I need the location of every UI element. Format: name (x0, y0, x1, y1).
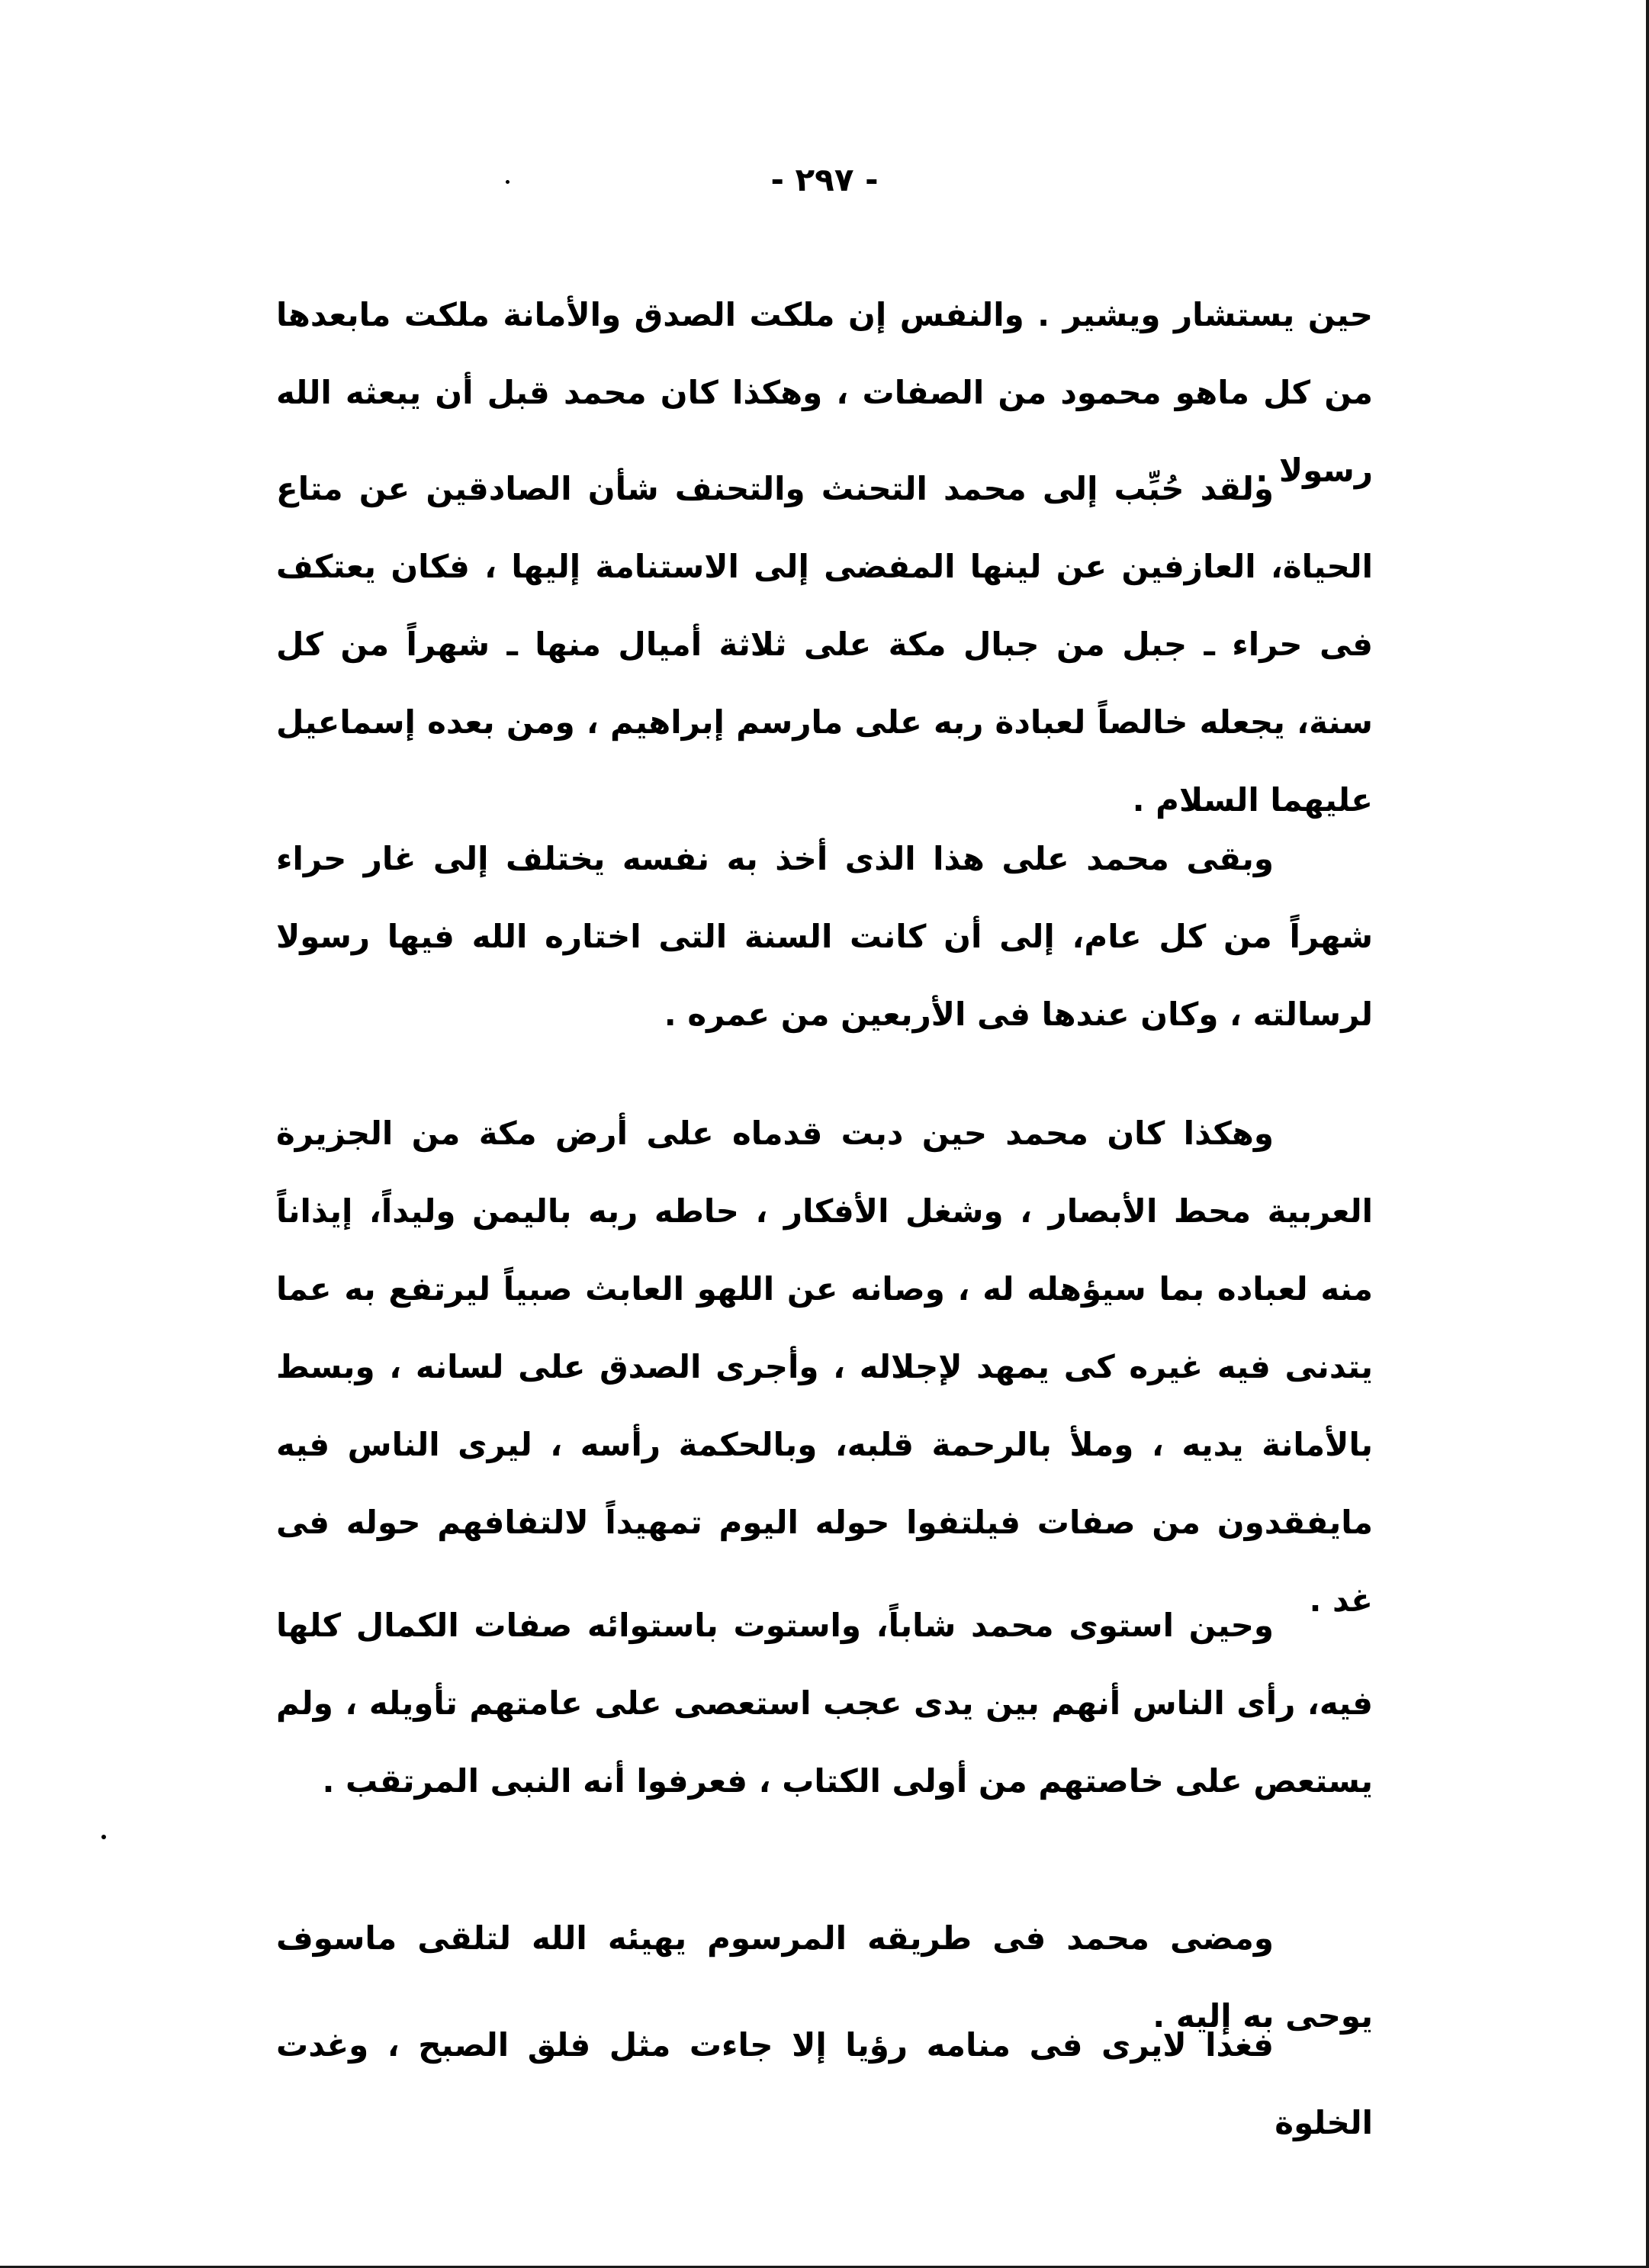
scan-border-right (1646, 0, 1649, 2268)
paragraph: ولقد حُبِّب إلى محمد التحنث والتحنف شأن الصادقين عن متاع الحياة، العازفين عن لينها المفضى إلى الاستنامة إليها ، فكان يعتكف فى حراء ـ جبل من جبال مكة على ثلاثة أميال منها ـ شهراً من كل سنة، يجعله خالصاً لعبادة ربه على مارسم إبراهيم ، ومن بعده إسماعيل عليهما السلام . (276, 470, 1373, 819)
paragraph: وهكذا كان محمد حين دبت قدماه على أرض مكة من الجزيرة العربية محط الأبصار ، وشغل الأفكار ، حاطه ربه باليمن وليداً، إيذاناً منه لعباده بما سيؤهله له ، وصانه عن اللهو العابث صبياً ليرتفع به عما يتدنى فيه غيره كى يمهد لإجلاله ، وأجرى الصدق على لسانه ، وبسط بالأمانة يديه ، وملأ بالرحمة قلبه، وبالحكمة رأسه ، ليرى الناس فيه مايفقدون من صفات فيلتفوا حوله اليوم تمهيداً لالتفافهم حوله فى غد . (276, 1115, 1373, 1619)
page-number: - ٢٩٧ - (770, 161, 879, 198)
paragraph: ومضى محمد فى طريقه المرسوم يهيئه الله لتلقى ماسوف يوحى به إليه . (276, 1919, 1373, 2035)
paragraph: وبقى محمد على هذا الذى أخذ به نفسه يختلف إلى غار حراء شهراً من كل عام، إلى أن كانت السنة التى اختاره الله فيها رسولا لرسالته ، وكان عندها فى الأربعين من عمره . (276, 840, 1373, 1033)
scan-speck (101, 1835, 106, 1839)
paragraph: فغدا لايرى فى منامه رؤيا إلا جاءت مثل فلق الصبح ، وغدت الخلوة (276, 2026, 1373, 2141)
paragraph: وحين استوى محمد شاباً، واستوت باستوائه صفات الكمال كلها فيه، رأى الناس أنهم بين يدى عجب استعصى على عامتهم تأويله ، ولم يستعص على خاصتهم من أولى الكتاب ، فعرفوا أنه النبى المرتقب . (276, 1607, 1373, 1800)
paragraph: حين يستشار ويشير . والنفس إن ملكت الصدق والأمانة ملكت مابعدها من كل ماهو محمود من الصفات ، وهكذا كان محمد قبل أن يبعثه الله رسولا . (276, 296, 1373, 489)
